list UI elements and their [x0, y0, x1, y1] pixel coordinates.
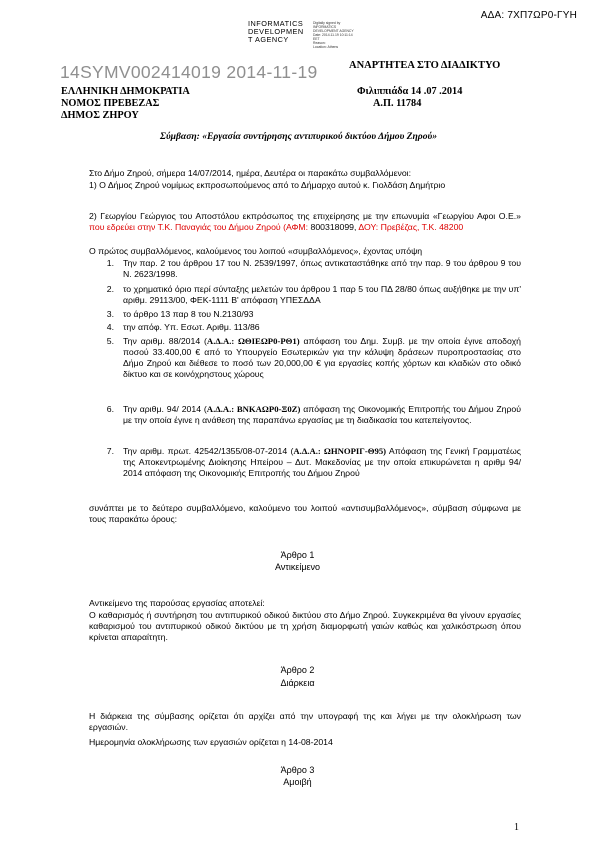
conclusion-text: συνάπτει με το δεύτερο συμβαλλόμενο, καλούμενο του λοιπού «αντισυμβαλλόμενος», σύμβαση σύμφωνα με τους παρακάτω όρους:	[89, 503, 521, 524]
list-item: Την αριθμ. 94/ 2014 (Α.Δ.Α.: ΒΝΚΑΩΡ0-Ξ0Ζ) απόφαση της Οικονομικής Επιτροπής του Δήμου Ζηρού με την οποία έγινε η ανάθεση της παραπάνω εργασίας με τη διαδικασία του κατεπείγοντος.	[123, 404, 521, 425]
list-number: 1.	[106, 258, 114, 268]
list-item: την απόφ. Υπ. Εσωτ. Αριθμ. 113/86	[123, 322, 260, 332]
municipality-name: ΔΗΜΟΣ ΖΗΡΟΥ	[61, 110, 139, 121]
party-two: 2) Γεωργίου Γεώργιος του Αποστόλου εκπρόσωπος της επιχείρησης με την επωνυμία «Γεωργίου Αφοι Ο.Ε.» που εδρεύει στην Τ.Κ. Παναγιάς του Δήμου Ζηρού (ΑΦΜ: 800318099, ΔΟΥ: Πρεβέζας, Τ.Κ. 48200	[89, 211, 521, 232]
list-number: 3.	[106, 309, 114, 319]
country-name: ΕΛΛΗΝΙΚΗ ΔΗΜΟΚΡΑΤΙΑ	[61, 86, 190, 97]
party-one: 1) Ο Δήμος Ζηρού νομίμως εκπροσωπούμενος από το Δήμαρχο αυτού κ. Γιολδάση Δημήτριο	[89, 180, 446, 190]
informatics-logo: INFORMATICS DEVELOPMEN T AGENCY	[248, 19, 304, 45]
list-item: το χρηματικό όριο περί σύνταξης μελετών του άρθρου 1 παρ 5 του ΠΔ 28/80 όπως αυξήθηκε με την υπ' αριθμ. 29113/00, ΦΕΚ-1111 Β' απόφαση ΥΠΕΣΔΔΑ	[123, 284, 521, 305]
intro-text: Στο Δήμο Ζηρού, σήμερα 14/07/2014, ημέρα, Δευτέρα οι παρακάτω συμβαλλόμενοι:	[89, 168, 412, 178]
protocol-number: Α.Π. 11784	[373, 98, 422, 109]
article-3-title: Άρθρο 3	[280, 765, 315, 775]
article-1-lead: Αντικείμενο της παρούσας εργασίας αποτελεί:	[89, 598, 265, 608]
article-2-body: Η διάρκεια της σύμβασης ορίζεται ότι αρχίζει από την υπογραφή της και λήγει με την ολοκλήρωση των εργασιών.	[89, 711, 521, 732]
article-3-subtitle: Αμοιβή	[283, 777, 312, 787]
article-2-subtitle: Διάρκεια	[280, 678, 315, 688]
list-number: 4.	[106, 322, 114, 332]
prefecture-name: ΝΟΜΟΣ ΠΡΕΒΕΖΑΣ	[61, 98, 160, 109]
list-item: Την αριθμ. 88/2014 (Α.Δ.Α.: ΩΘΙΕΩΡ0-ΡΘ1) απόφαση του Δημ. Συμβ. με την οποία έγινε αποδοχή ποσού 33.400,00 € από το Υπουργείο Εσωτερικών για την κάλυψη δράσεων πυροπροστασίας στο Δήμο Ζηρού και διέθεσε το ποσό των 20,000,00 € για εργασίες κοπής χόρτων και κλαδιών στο οδικό δίκτυο και σε κοινόχρηστους χώρους	[123, 336, 522, 379]
digital-signature: Digitally signed by INFORMATICS DEVELOPMENT AGENCY Date: 2014.11.19 10:11:14 EET Reason: Location: Athens	[313, 21, 354, 49]
article-1-subtitle: Αντικείμενο	[274, 562, 321, 572]
header-left	[61, 86, 190, 122]
list-item: Την αριθμ. πρωτ. 42542/1355/08-07-2014 (Α.Δ.Α.: ΩΗΝΟΡΙΓ-Θ95) Απόφαση της Γενική Γραμματέως της Αποκεντρωμένης Διοίκησης Ηπείρου – Δυτ. Μακεδονίας με την οποία επικυρώνεται η αριθμ 94/ 2014 απόφαση της Οικονομικής Επιτροπής του Δήμου Ζηρού	[123, 446, 521, 478]
list-number: 5.	[106, 336, 114, 346]
list-number: 2.	[106, 284, 114, 294]
post-online-label: ΑΝΑΡΤΗΤΕΑ ΣΤΟ ΔΙΑΔΙΚΤΥΟ	[349, 60, 501, 71]
list-number: 6.	[106, 404, 114, 414]
article-2-title: Άρθρο 2	[280, 665, 315, 675]
article-1-title: Άρθρο 1	[280, 550, 315, 560]
contract-subject: Σύμβαση: «Εργασία συντήρησης αντιπυρικού δικτύου Δήμου Ζηρού»	[160, 131, 438, 142]
header-right	[357, 86, 462, 110]
article-2-deadline: Ημερομηνία ολοκλήρωσης των εργασιών ορίζεται η 14-08-2014	[89, 737, 333, 747]
page-number: 1	[514, 822, 519, 833]
ada-code: ΑΔΑ: 7ΧΠ7ΩΡ0-ΓΥΗ	[480, 10, 577, 21]
document-date: Φιλιππιάδα 14 .07 .2014	[357, 86, 463, 97]
article-1-body: Ο καθαρισμός ή συντήρηση του αντιπυρικού οδικού δικτύου στο Δήμο Ζηρού. Συγκεκριμένα θα γίνουν εργασίες καθαρισμού του αντιπυρικού οδικού δικτύου με τη χρήση διαμορφωτή γαιών καθώς και χαλικόστρωση όπου κρίνεται απαραίτητη.	[89, 610, 521, 642]
list-item: το άρθρο 13 παρ 8 του Ν.2130/93	[123, 309, 254, 319]
document-watermark: 14SYMV002414019 2014-11-19	[60, 62, 318, 82]
list-item: Την παρ. 2 του άρθρου 17 του Ν. 2539/1997, όπως αντικαταστάθηκε από την παρ. 9 του άρθρου 9 του Ν. 2623/1998.	[123, 258, 521, 279]
first-party-text: Ο πρώτος συμβαλλόμενος, καλούμενος του λοιπού «συμβαλλόμενος», έχοντας υπόψη	[89, 246, 423, 256]
list-number: 7.	[106, 446, 114, 456]
